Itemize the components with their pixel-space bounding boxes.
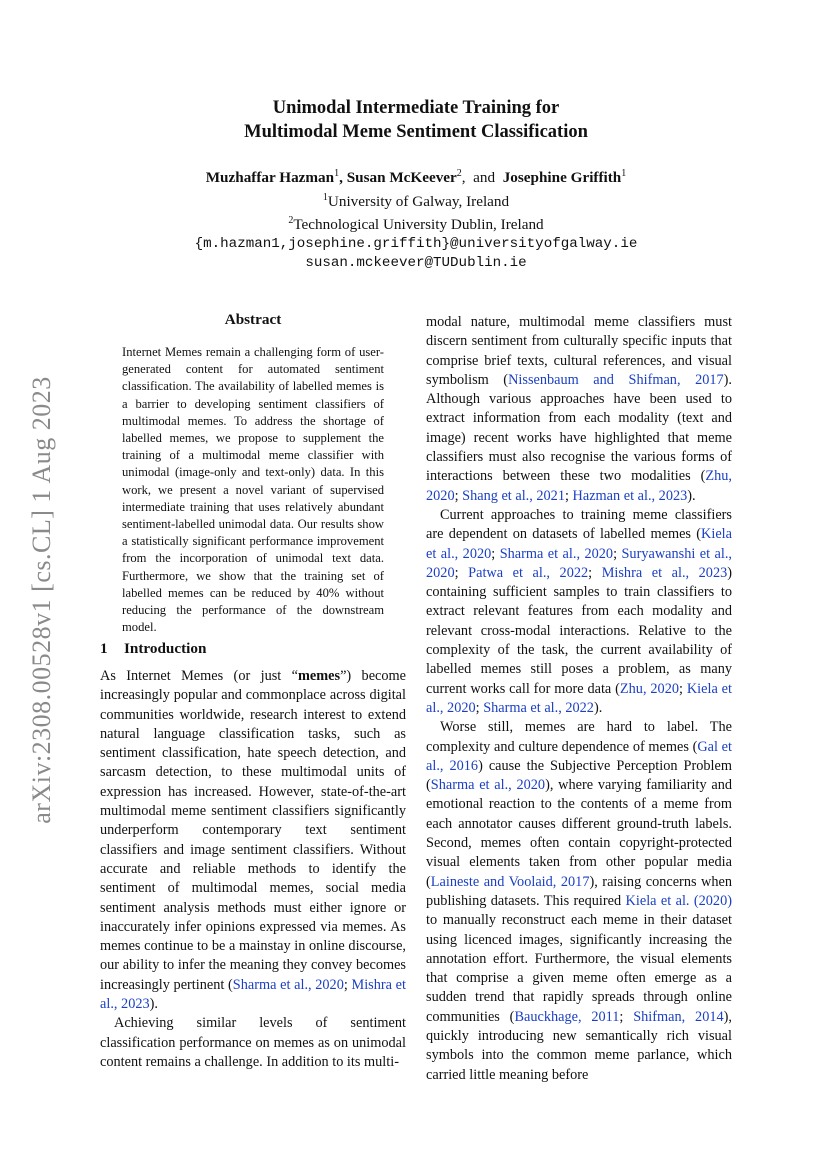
- paragraph-4: [426, 506, 732, 718]
- author-1: Muzhaffar Hazman: [205, 169, 335, 187]
- p3-text-1: modal nature, multimodal meme classifiers must discern sentiment from culturally specific inputs that comprise brief texts, cultural references, and visual symbolism (: [426, 314, 732, 388]
- citation-link[interactable]: Nissenbaum and Shifman, 2017: [508, 371, 724, 388]
- p4-text-4: ;: [454, 564, 469, 581]
- author-3: Josephine Griffith: [502, 169, 622, 187]
- citation-link[interactable]: Sharma et al., 2020: [430, 777, 546, 794]
- citation-link[interactable]: Bauckhage, 2011: [514, 1008, 620, 1025]
- p5-text-5: to manually reconstruct each meme in their dataset using licenced images, significantly increasing the annotation effort. Furthermore, the visual elements that comprise a given meme often emerge as a sudden trend that rapidly spreads through online communities (: [426, 912, 732, 1025]
- p4-text-6: ) containing sufficient samples to train classifiers to extract relevant features from each modality and relevant cross-modal interactions. Relative to the complexity of the task, the current availability of labelled memes still poses a problem, as many current works call for more data (: [426, 564, 733, 697]
- citation-link[interactable]: Patwa et al., 2022: [468, 564, 589, 581]
- p5-text-3: ), where varying familiarity and emotional reaction to the contents of a meme from each annotator causes different ground-truth labels. Second, memes often contain copyright-protected visual elements taken from other popular media (: [426, 777, 732, 890]
- p1-text-3: ;: [343, 976, 352, 993]
- p4-text-2: ;: [491, 545, 500, 562]
- arxiv-identifier-text: arXiv:2308.00528v1 [cs.CL] 1 Aug 2023: [27, 376, 56, 824]
- affiliation-2-mark: 2: [288, 215, 294, 227]
- p3-text-5: ).: [687, 487, 696, 504]
- p4-text-8: ;: [475, 699, 484, 716]
- p4-text-9: ).: [593, 699, 603, 716]
- p5-text-1: Worse still, memes are hard to label. The complexity and culture dependence of memes (: [426, 719, 732, 755]
- p1-bold-term: memes: [297, 668, 341, 684]
- author-2: Susan McKeever: [346, 169, 457, 187]
- author-sep-2: , and: [461, 169, 503, 187]
- citation-link[interactable]: Kiela et al. (2020): [625, 892, 732, 909]
- p3-text-2: ). Although various approaches have been used to extract information from each modality (text and image) recent works have highlighted that meme classifiers must also recognise the various forms of interactions between these two modalities (: [426, 371, 733, 485]
- email-2: susan.mckeever@TUDublin.ie: [305, 255, 527, 272]
- p5-text-7: ), quickly introducing new semantically rich visual symbols into the common meme parlance, which carried little meaning before: [426, 1008, 732, 1083]
- affiliation-1-mark: 1: [322, 191, 328, 203]
- author-3-affil: 1: [621, 168, 627, 179]
- citation-link[interactable]: Hazman et al., 2023: [572, 487, 688, 504]
- section-heading-introduction: [100, 640, 206, 658]
- abstract-text: Internet Memes remain a challenging form of user-generated content for automated sentiment classification. The availability of labelled memes is a barrier to developing sentiment classifiers of multimodal memes. To address the shortage of labelled memes, we propose to supplement the training of a multimodal meme classifier with unimodal (image-only and text-only) data. In this work, we present a novel variant of supervised intermediate training that uses relatively abundant sentiment-labelled unimodal data. Our results show a statistically significant performance improvement from the incorporation of unimodal text data. Furthermore, we show that the training set of labelled memes can be reduced by 40% without reducing the performance of the downstream model.: [122, 345, 384, 635]
- citation-link[interactable]: Sharma et al., 2020: [499, 545, 614, 562]
- citation-link[interactable]: Suryawanshi et al., 2020: [426, 545, 733, 581]
- p1-text-4: ).: [149, 996, 158, 1013]
- affiliation-2-text: Technological University Dublin, Ireland: [293, 216, 544, 234]
- left-column-body: [100, 667, 406, 1072]
- section-number: 1: [100, 640, 108, 657]
- p5-text-6: ;: [619, 1008, 634, 1025]
- paragraph-1: [100, 667, 406, 1014]
- affiliation-2: [100, 211, 732, 235]
- citation-link[interactable]: Sharma et al., 2022: [483, 699, 594, 716]
- p5-text-4: ), raising concerns when publishing datasets. This required: [426, 873, 732, 909]
- p4-text-3: ;: [613, 545, 622, 562]
- citation-link[interactable]: Laineste and Voolaid, 2017: [430, 873, 590, 890]
- citation-link[interactable]: Kiela et al., 2020: [426, 680, 732, 716]
- affiliation-1-text: University of Galway, Ireland: [327, 192, 510, 210]
- p5-text-2: ) cause the Subjective Perception Problem (: [426, 757, 732, 794]
- email-1: {m.hazman1,josephine.griffith}@universityofgalway.ie: [194, 235, 638, 252]
- title-line-1: Unimodal Intermediate Training for: [272, 98, 560, 118]
- p3-text-3: ;: [454, 487, 463, 504]
- author-1-affil: 1: [334, 168, 340, 179]
- p4-text-7: ;: [679, 680, 687, 697]
- paragraph-2: Achieving similar levels of sentiment classification performance on memes as on unimodal content remains a challenge. In addition to its multi-: [100, 1015, 406, 1070]
- citation-link[interactable]: Sharma et al., 2020: [232, 976, 344, 993]
- citation-link[interactable]: Shifman, 2014: [633, 1008, 724, 1025]
- paragraph-3: [426, 313, 732, 506]
- paragraph-5: [426, 718, 732, 1085]
- title-line-2: Multimodal Meme Sentiment Classification: [244, 122, 588, 142]
- citation-link[interactable]: Mishra et al., 2023: [100, 976, 406, 1013]
- citation-link[interactable]: Zhu, 2020: [426, 468, 732, 504]
- p4-text-5: ;: [588, 564, 602, 581]
- p1-text-2: ”) become increasingly popular and commonplace across digital communities worldwide, research interest to extend natural language classification tasks, such as sentiment classification, hate speech detection, and sarcasm detection, to these multimodal units of expression has increased. However, state-of-the-art multimodal meme sentiment classifiers significantly underperform contemporary text sentiment classifiers and image sentiment classifiers. Without accurate and reliable methods to identify the sentiment of multimodal memes, social media sentiment analysis methods must either ignore or inaccurately infer opinions expressed via memes. As memes continue to be a mainstay in online discourse, our ability to infer the meaning they convey becomes increasingly pertinent (: [100, 668, 406, 993]
- arxiv-identifier: [22, 355, 62, 845]
- p1-text-1: As Internet Memes (or just “: [100, 668, 298, 684]
- section-title: Introduction: [124, 640, 207, 657]
- affiliation-1: [100, 188, 732, 212]
- p4-text-1: Current approaches to training meme classifiers are dependent on datasets of labelled memes (: [426, 506, 732, 543]
- right-column-body: [426, 313, 732, 1085]
- author-sep-1: ,: [339, 169, 347, 187]
- abstract-heading: Abstract: [224, 311, 282, 328]
- p3-text-4: ;: [564, 487, 573, 504]
- paper-title: [100, 96, 732, 144]
- citation-link[interactable]: Gal et al., 2016: [426, 738, 732, 774]
- author-names: [100, 164, 732, 188]
- citation-link[interactable]: Shang et al., 2021: [462, 487, 565, 504]
- citation-link[interactable]: Mishra et al., 2023: [601, 564, 728, 581]
- citation-link[interactable]: Zhu, 2020: [619, 680, 679, 697]
- author-2-affil: 2: [456, 168, 462, 179]
- citation-link[interactable]: Kiela et al., 2020: [426, 526, 732, 562]
- author-block: [100, 164, 732, 274]
